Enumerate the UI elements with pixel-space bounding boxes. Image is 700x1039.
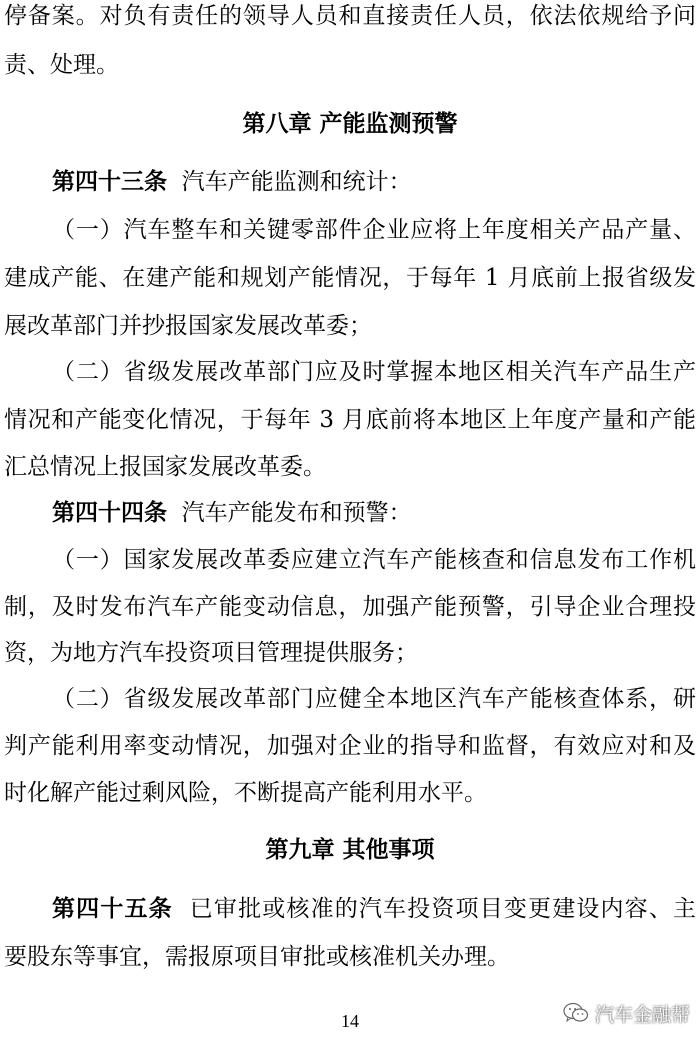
text-line: 建成产能、在建产能和规划产能情况，于每年 1 月底前上报省级发 [4,265,696,291]
text-line: 汇总情况上报国家发展改革委。 [4,454,326,480]
text-line: 停备案。对负有责任的领导人员和直接责任人员，依法依规给予问 [4,3,696,29]
text-line: 资，为地方汽车投资项目管理提供服务； [4,640,418,666]
text-line: 情况和产能变化情况，于每年 3 月底前将本地区上年度产量和产能 [4,407,696,433]
text-line: 要股东等事宜，需报原项目审批或核准机关办理。 [4,944,510,970]
text-line: （二）省级发展改革部门应健全本地区汽车产能核查体系，研 [52,686,696,712]
article-44-title: 汽车产能发布和预警： [181,500,412,526]
chapter-8-title: 第八章 产能监测预警 [242,111,458,137]
wechat-icon [563,1002,589,1024]
article-43-label: 第四十三条 [52,169,167,195]
article-44-label: 第四十四条 [52,500,167,526]
text-line: 责、处理。 [4,52,119,78]
text-line: 展改革部门并抄报国家发展改革委； [4,313,372,339]
watermark [563,1000,690,1026]
text-line: （一）国家发展改革委应建立汽车产能核查和信息发布工作机 [52,547,696,573]
article-43-heading [52,166,696,198]
text-line: 判产能利用率变动情况，加强对企业的指导和监督，有效应对和及 [4,733,696,759]
watermark-text: 汽车金融帮 [594,1003,690,1026]
article-43-title: 汽车产能监测和统计： [181,169,412,195]
text-line: （一）汽车整车和关键零部件企业应将上年度相关产品产量、 [52,217,696,243]
page-number: 14 [341,1011,359,1031]
text-line: （二）省级发展改革部门应及时掌握本地区相关汽车产品生产 [52,359,696,385]
chapter-9-title: 第九章 其他事项 [265,837,435,863]
article-44-heading [52,497,696,529]
text-line: 时化解产能过剩风险，不断提高产能利用水平。 [4,780,487,806]
text-line: 制，及时发布汽车产能变动信息，加强产能预警，引导企业合理投 [4,594,696,620]
article-45-label: 第四十五条 [52,896,173,922]
article-45-line [52,893,696,925]
article-45-text: 已审批或核准的汽车投资项目变更建设内容、主 [189,896,697,922]
